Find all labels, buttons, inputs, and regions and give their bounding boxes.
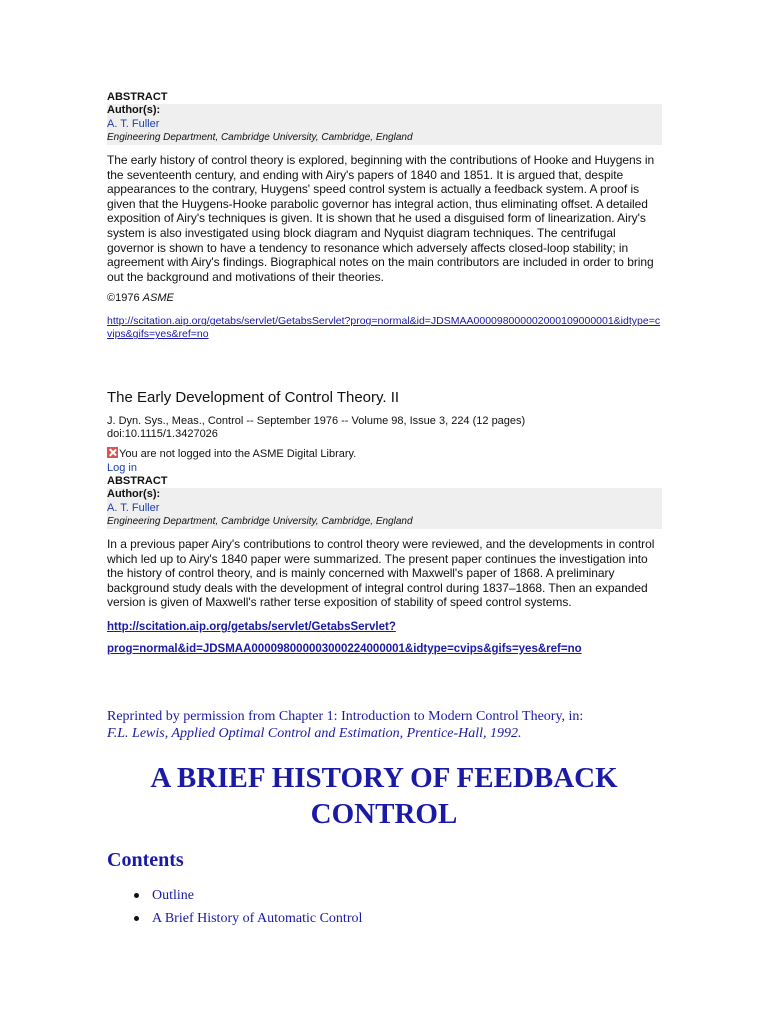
login-link[interactable]: Log in — [107, 462, 137, 474]
author-box — [107, 104, 662, 145]
article-block-2 — [107, 389, 662, 660]
reprint-line2: F.L. Lewis, Applied Optimal Control and Estimation, Prentice-Hall, 1992. — [107, 726, 522, 741]
abstract-url — [107, 616, 662, 660]
contents-heading: Contents — [107, 849, 184, 871]
main-title: A BRIEF HISTORY OF FEEDBACK CONTROL — [150, 762, 618, 830]
article-title: The Early Development of Control Theory. II — [107, 389, 400, 406]
doi: doi:10.1115/1.3427026 — [107, 428, 218, 440]
contents-list — [107, 884, 662, 930]
author-link[interactable]: A. T. Fuller — [107, 502, 160, 514]
copyright-org: ASME — [142, 292, 174, 305]
author-box — [107, 488, 662, 529]
login-notice — [107, 447, 662, 461]
abstract-url-line2[interactable]: prog=normal&id=JDSMAA000098000003000224000001&idtype=cvips&gifs=yes&ref=no — [107, 642, 582, 655]
abstract-label: ABSTRACT — [107, 91, 168, 103]
copyright-year: ©1976 — [107, 292, 140, 305]
author-link[interactable]: A. T. Fuller — [107, 118, 160, 130]
main-title-wrap — [100, 760, 668, 832]
abstract-text: In a previous paper Airy's contributions to control theory were reviewed, and the developments in control which led up to Airy's 1840 paper were summarized. The present paper continues the investigation into the history of control theory, and is mainly concerned with Maxwell's paper of 1868. A preliminary background study deals with the development of integral control during 1837–1868. Then an expanded version is given of Maxwell's rather terse exposition of stability of speed control systems. — [107, 537, 655, 610]
abstract-url-line1[interactable]: http://scitation.aip.org/getabs/servlet/GetabsServlet? — [107, 620, 396, 633]
login-notice-text: You are not logged into the ASME Digital Library. — [119, 448, 357, 460]
copyright — [107, 292, 662, 305]
authors-label: Author(s): — [107, 488, 161, 500]
author-affiliation: Engineering Department, Cambridge University, Cambridge, England — [107, 516, 413, 527]
authors-label: Author(s): — [107, 104, 161, 116]
abstract-label: ABSTRACT — [107, 475, 168, 487]
reprint-line1: Reprinted by permission from Chapter 1: Introduction to Modern Control Theory, in: — [107, 709, 584, 724]
toc-item-brief-history[interactable]: A Brief History of Automatic Control — [152, 907, 662, 930]
abstract-url-link[interactable]: http://scitation.aip.org/getabs/servlet/GetabsServlet?prog=normal&id=JDSMAA000098000002000109000001&idtype=cvips&gifs=yes&ref=no — [107, 315, 661, 341]
error-x-icon — [107, 447, 118, 458]
contents-section — [107, 849, 662, 930]
author-affiliation: Engineering Department, Cambridge University, Cambridge, England — [107, 132, 413, 143]
citation: J. Dyn. Sys., Meas., Control -- September 1976 -- Volume 98, Issue 3, 224 (12 pages) — [107, 415, 526, 427]
toc-item-outline[interactable]: Outline — [152, 884, 662, 907]
abstract-text: The early history of control theory is explored, beginning with the contributions of Hooke and Huygens in the seventeenth century, and ending with Airy's papers of 1840 and 1851. It is argued that, despite appearances to the contrary, Huygens' speed control system is actually a feedback system. A proof is given that the Huygens-Hooke parabolic governor has integral action, thus eliminating offset. A detailed exposition of Airy's techniques is given. It is shown that he used a disguised form of linearization. Airy's system is also investigated using block diagram and Nyquist diagram techniques. The centrifugal governor is shown to have a tendency to resonance which adversely affects closed-loop stability; in agreement with Airy's findings. Biographical notes on the main contributors are included in order to bring out the background and motivations of their theories. — [107, 153, 655, 284]
abstract-block-1 — [107, 91, 662, 341]
reprint-note — [107, 708, 662, 742]
